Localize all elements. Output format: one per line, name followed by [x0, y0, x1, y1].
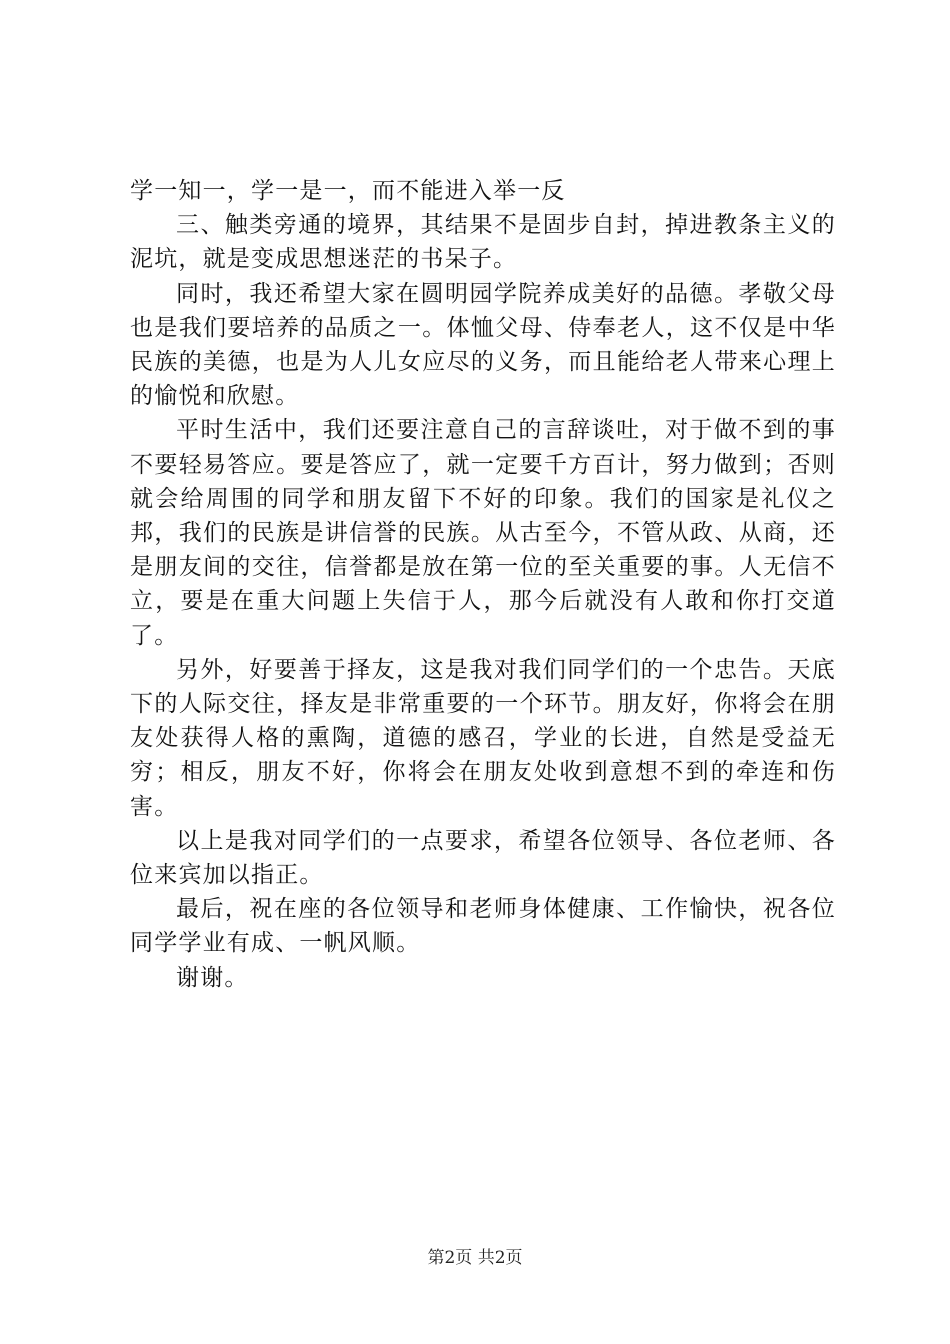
paragraph-4: 平时生活中，我们还要注意自己的言辞谈吐，对于做不到的事不要轻易答应。要是答应了，就一定要千方百计，努力做到；否则就会给周围的同学和朋友留下不好的印象。我们的国家是礼仪之邦，我们的民族是讲信誉的民族。从古至今，不管从政、从商，还是朋友间的交往，信誉都是放在第一位的至关重要的事。人无信不立，要是在重大问题上失信于人，那今后就没有人敢和你打交道了。: [130, 417, 836, 649]
paragraph-8: 谢谢。: [176, 964, 249, 991]
paragraph-6: 以上是我对同学们的一点要求，希望各位领导、各位老师、各位来宾加以指正。: [130, 827, 836, 889]
paragraph-3: 同时，我还希望大家在圆明园学院养成美好的品德。孝敬父母也是我们要培养的品质之一。体恤父母、侍奉老人，这不仅是中华民族的美德，也是为人儿女应尽的义务，而且能给老人带来心理上的愉悦和欣慰。: [130, 280, 836, 410]
paragraph-7: 最后，祝在座的各位领导和老师身体健康、工作愉快，祝各位同学学业有成、一帆风顺。: [130, 896, 836, 957]
paragraph-2: 三、触类旁通的境界，其结果不是固步自封，掉进教条主义的泥坑，就是变成思想迷茫的书呆子。: [130, 212, 836, 273]
paragraph-1: 学一知一，学一是一，而不能进入举一反: [130, 178, 566, 204]
document-body: [130, 174, 836, 995]
page-footer: 第2页 共2页: [427, 1248, 523, 1268]
paragraph-5: 另外，好要善于择友，这是我对我们同学们的一个忠告。天底下的人际交往，择友是非常重要的一个环节。朋友好，你将会在朋友处获得人格的熏陶，道德的感召，学业的长进，自然是受益无穷；相反，朋友不好，你将会在朋友处收到意想不到的牵连和伤害。: [130, 656, 836, 820]
